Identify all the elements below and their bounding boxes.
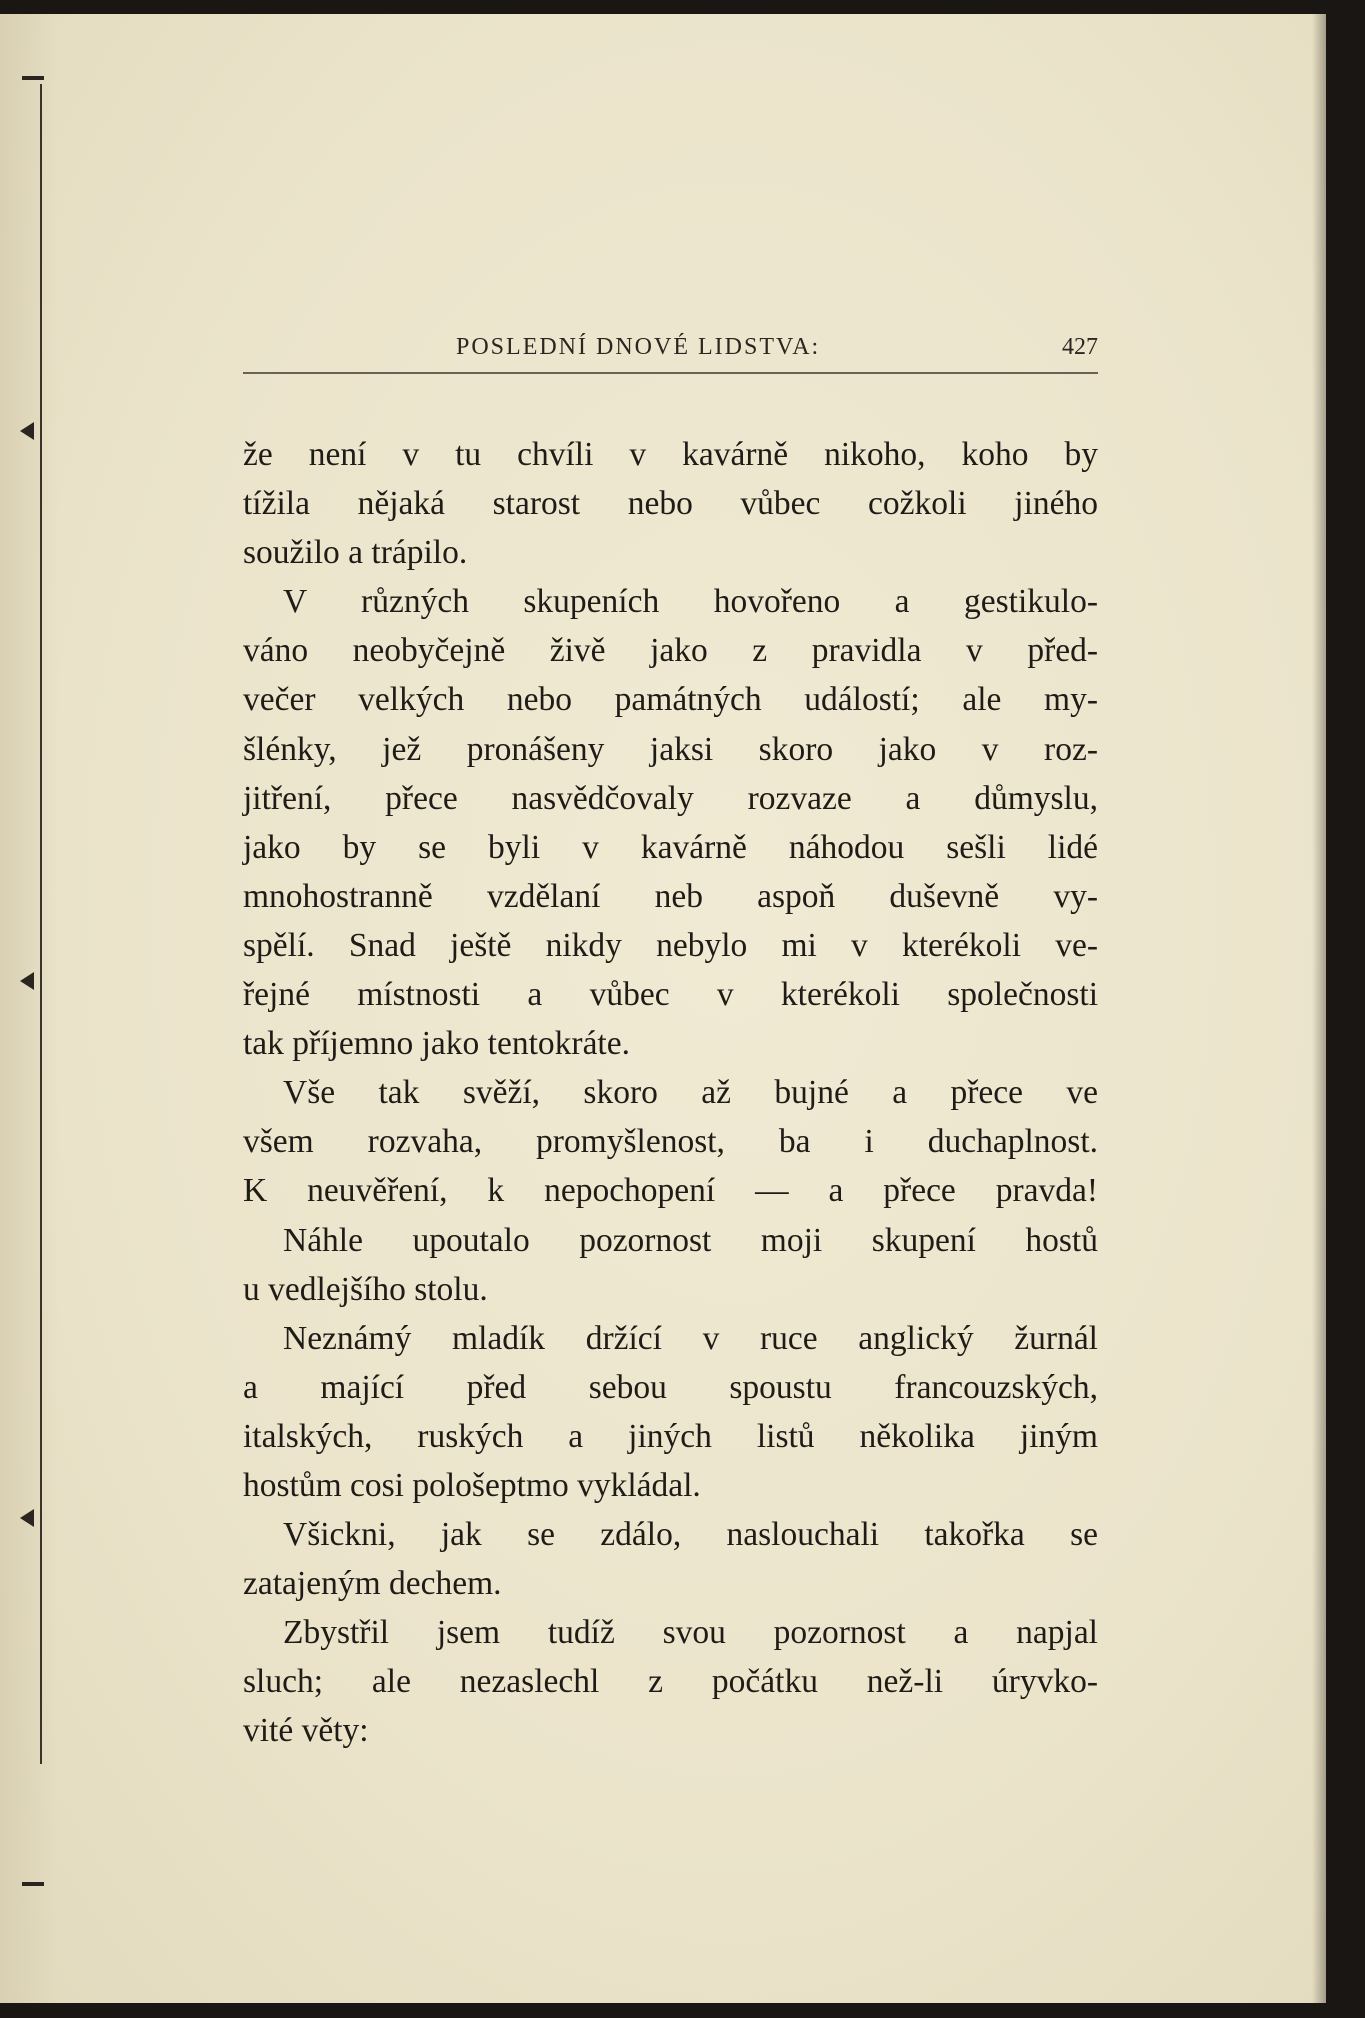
- text-line: večer velkých nebo památných událostí; ale my-: [243, 681, 1098, 719]
- text-line: Neznámý mladík držící v ruce anglický žurnál: [283, 1319, 1098, 1357]
- text-line: vité věty:: [243, 1712, 369, 1750]
- text-line: Vše tak svěží, skoro až bujné a přece ve: [283, 1074, 1098, 1112]
- text-line: V různých skupeních hovořeno a gestikulo-: [283, 583, 1098, 621]
- text-line: spělí. Snad ještě nikdy nebylo mi v kterékoli ve-: [243, 926, 1098, 964]
- page-number: 427: [1062, 334, 1098, 360]
- text-line: K neuvěření, k nepochopení — a přece pravda!: [243, 1172, 1098, 1210]
- text-line: zatajeným dechem.: [243, 1565, 502, 1603]
- text-line: jitření, přece nasvědčovaly rozvaze a důmyslu,: [243, 779, 1098, 817]
- text-line: Náhle upoutalo pozornost moji skupení hostů: [283, 1221, 1098, 1259]
- text-line: šlénky, jež pronášeny jaksi skoro jako v roz-: [243, 730, 1098, 768]
- running-head-title: POSLEDNÍ DNOVÉ LIDSTVA:: [456, 334, 821, 360]
- binding-thread-mark: [20, 1509, 34, 1527]
- text-line: soužilo a trápilo.: [243, 534, 468, 572]
- running-head: [243, 334, 1098, 374]
- text-line: váno neobyčejně živě jako z pravidla v před-: [243, 632, 1098, 670]
- text-line: u vedlejšího stolu.: [243, 1270, 488, 1308]
- binding-edge: [40, 84, 42, 1764]
- text-line: jako by se byli v kavárně náhodou sešli lidé: [243, 828, 1098, 866]
- text-line: sluch; ale nezaslechl z počátku než-li úryvko-: [243, 1663, 1098, 1701]
- text-line: že není v tu chvíli v kavárně nikoho, koho by: [243, 436, 1098, 473]
- text-line: a mající před sebou spoustu francouzských,: [243, 1368, 1098, 1406]
- body-text: [243, 430, 1098, 1756]
- text-line: hostům cosi pološeptmo vykládal.: [243, 1466, 701, 1504]
- binding-thread-mark: [20, 972, 34, 990]
- text-line: italských, ruských a jiných listů několika jiným: [243, 1417, 1098, 1455]
- text-line: tak příjemno jako tentokráte.: [243, 1025, 630, 1063]
- page-edge-shadow: [1312, 14, 1326, 2003]
- text-line: Zbystřil jsem tudíž svou pozornost a napjal: [283, 1614, 1098, 1652]
- text-line: tížila nějaká starost nebo vůbec cožkoli jiného: [243, 485, 1098, 523]
- text-line: všem rozvaha, promyšlenost, ba i duchaplnost.: [243, 1123, 1098, 1161]
- binding-thread: [22, 1882, 44, 1886]
- binding-thread-mark: [20, 422, 34, 440]
- gutter-shadow: [0, 14, 58, 2003]
- text-line: řejné místnosti a vůbec v kterékoli společnosti: [243, 976, 1098, 1014]
- binding-thread: [22, 76, 44, 80]
- text-line: Všickni, jak se zdálo, naslouchali takořka se: [283, 1516, 1098, 1554]
- book-page: [0, 14, 1326, 2003]
- header-rule: [243, 372, 1098, 374]
- text-line: mnohostranně vzdělaní neb aspoň duševně vy-: [243, 877, 1098, 915]
